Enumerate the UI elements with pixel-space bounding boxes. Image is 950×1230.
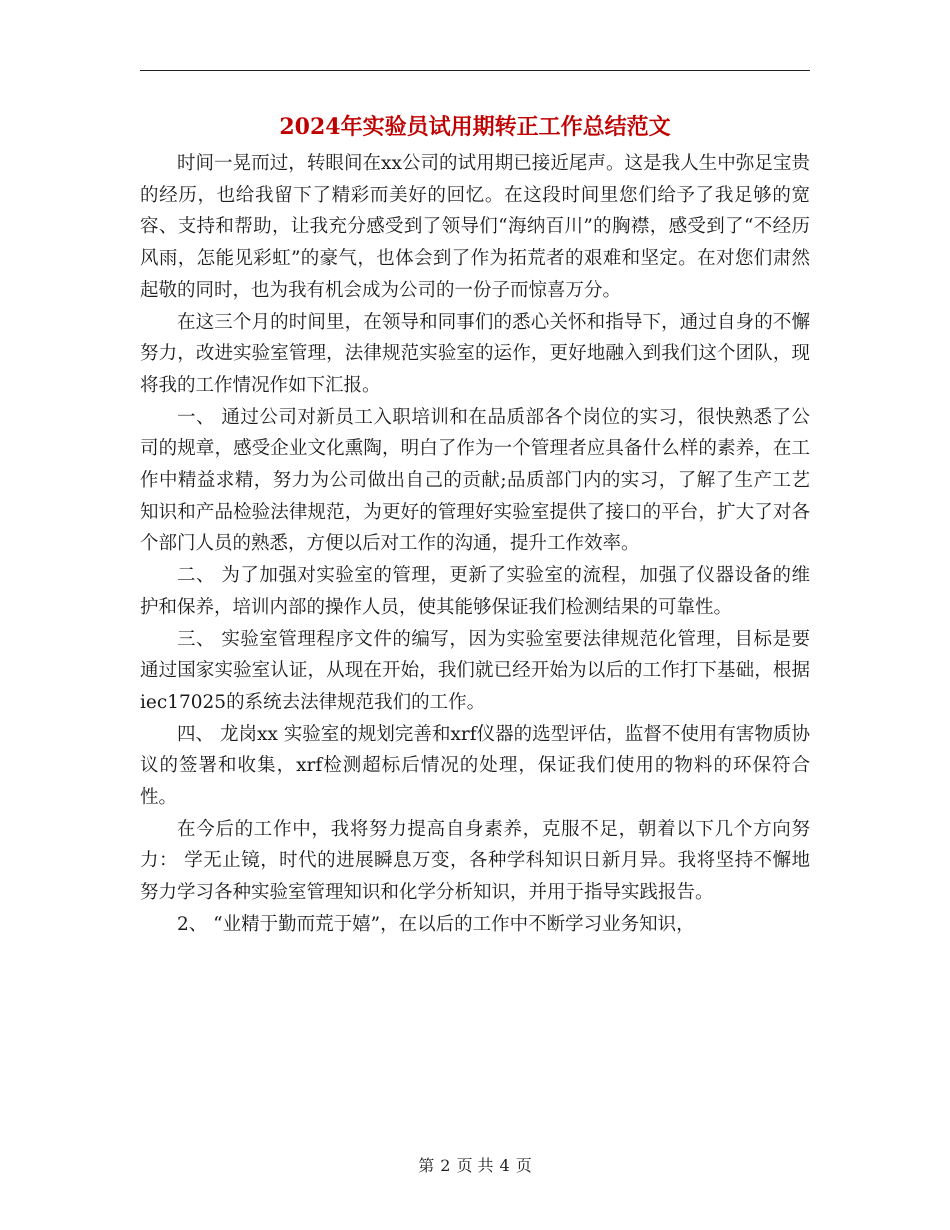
document-title: 2024年实验员试用期转正工作总结范文	[279, 114, 671, 140]
footer-page-number: 2	[440, 1156, 451, 1175]
paragraph-7: 在今后的工作中，我将努力提高自身素养，克服不足，朝着以下几个方向努力： 学无止镜，时代的进展瞬息万变，各种学科知识日新月异。我将坚持不懈地努力学习各种实验室管理知识和化学分析知识，并用于指导实践报告。	[140, 818, 810, 904]
document-body	[140, 148, 810, 941]
paragraph-1: 时间一晃而过，转眼间在xx公司的试用期已接近尾声。这是我人生中弥足宝贵的经历，也给我留下了精彩而美好的回忆。在这段时间里您们给予了我足够的宽容、支持和帮助，让我充分感受到了领导们“海纳百川”的胸襟，感受到了“不经历风雨，怎能见彩虹”的豪气，也体会到了作为拓荒者的艰难和坚定。在对您们肃然起敬的同时，也为我有机会成为公司的一份子而惊喜万分。	[140, 153, 810, 301]
paragraph-4: 二、 为了加强对实验室的管理，更新了实验室的流程，加强了仪器设备的维护和保养，培训内部的操作人员，使其能够保证我们检测结果的可靠性。	[140, 565, 810, 618]
footer-prefix: 第	[418, 1156, 435, 1175]
paragraph-3: 一、 通过公司对新员工入职培训和在品质部各个岗位的实习，很快熟悉了公司的规章，感受企业文化熏陶，明白了作为一个管理者应具备什么样的素养，在工作中精益求精，努力为公司做出自己的贡献;品质部门内的实习，了解了生产工艺知识和产品检验法律规范，为更好的管理好实验室提供了接口的平台，扩大了对各个部门人员的熟悉，方便以后对工作的沟通，提升工作效率。	[140, 406, 810, 555]
page-footer	[140, 1156, 810, 1176]
footer-total-pages: 4	[499, 1156, 510, 1175]
paragraph-8: 2、 “业精于勤而荒于嬉”，在以后的工作中不断学习业务知识，	[177, 913, 695, 935]
header-rule	[140, 70, 810, 71]
paragraph-2: 在这三个月的时间里，在领导和同事们的悉心关怀和指导下，通过自身的不懈努力，改进实验室管理，法律规范实验室的运作，更好地融入到我们这个团队，现将我的工作情况作如下汇报。	[140, 311, 810, 396]
paragraph-6: 四、 龙岗xx 实验室的规划完善和xrf仪器的选型评估，监督不使用有害物质协议的签署和收集，xrf检测超标后情况的处理，保证我们使用的物料的环保符合性。	[140, 723, 810, 809]
paragraph-5: 三、 实验室管理程序文件的编写，因为实验室要法律规范化管理，目标是要通过国家实验室认证，从现在开始，我们就已经开始为以后的工作打下基础，根据iec17025的系统去法律规范我们的工作。	[140, 628, 810, 713]
footer-middle: 页 共	[456, 1156, 494, 1175]
footer-suffix: 页	[515, 1156, 532, 1175]
